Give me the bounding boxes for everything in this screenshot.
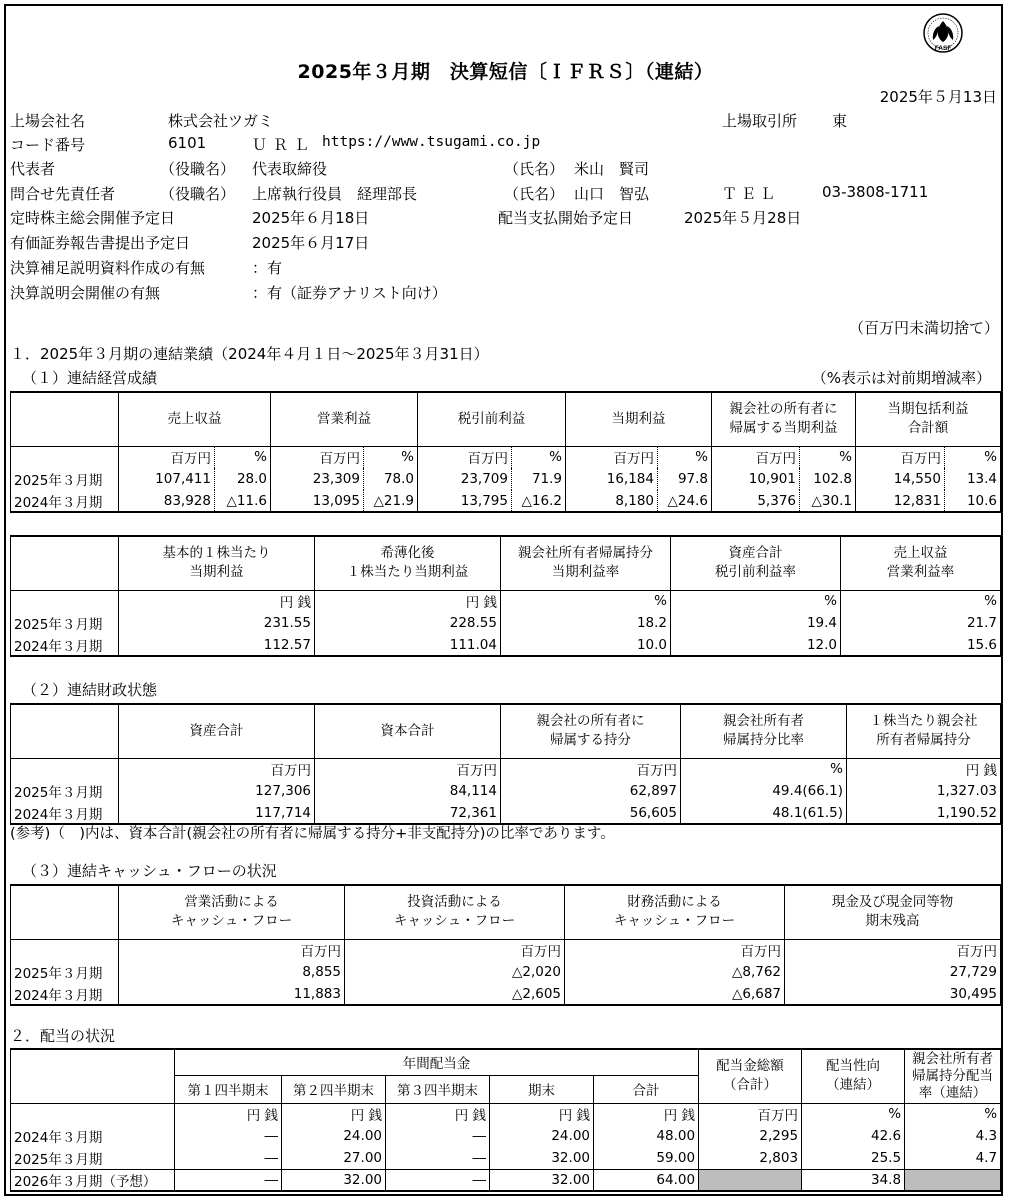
cell: 49.4(66.1)	[681, 780, 847, 802]
listed-company-label: 上場会社名	[10, 112, 86, 130]
unit: %	[512, 446, 566, 468]
header-payout-ratio: 配当性向 （連結）	[802, 1049, 905, 1103]
header-q1: 第１四半期末	[175, 1075, 282, 1103]
unit: 百万円	[699, 1103, 802, 1125]
cell: 1,190.52	[847, 802, 1001, 824]
cell: 97.8	[658, 468, 712, 490]
url-label: ＵＲＬ	[252, 136, 316, 154]
unit: %	[215, 446, 271, 468]
header-roa: 資産合計 税引前利益率	[671, 536, 841, 590]
unit-note: （百万円未満切捨て）	[848, 319, 999, 337]
cell: 12,831	[856, 490, 945, 512]
header-operating-profit: 営業利益	[271, 392, 418, 446]
row-label: 2025年３月期	[11, 468, 119, 490]
cell: 48.00	[594, 1125, 699, 1147]
cell: 32.00	[282, 1169, 386, 1191]
row-label: 2026年３月期（予想）	[11, 1169, 175, 1191]
rep-name-label: （氏名）	[504, 160, 565, 178]
unit: 百万円	[501, 758, 681, 780]
unit: 百万円	[271, 446, 364, 468]
cell: 27.00	[282, 1147, 386, 1169]
svg-text:FASF: FASF	[934, 45, 952, 52]
briefing-label: 決算説明会開催の有無	[10, 284, 161, 302]
contact-name-label: （氏名）	[504, 185, 565, 203]
report-label: 有価証券報告書提出予定日	[10, 234, 191, 252]
unit: 円 銭	[175, 1103, 282, 1125]
unit: %	[364, 446, 418, 468]
row-label: 2024年３月期	[11, 634, 119, 656]
cell: 102.8	[800, 468, 856, 490]
unit: 百万円	[566, 446, 658, 468]
table-row	[11, 1147, 1001, 1169]
table-row	[11, 802, 1001, 824]
sub1-note: （%表示は対前期増減率）	[811, 369, 991, 387]
cell: 32.00	[490, 1169, 594, 1191]
cell: △24.6	[658, 490, 712, 512]
unit: 円 銭	[847, 758, 1001, 780]
cell: 8,855	[119, 961, 345, 983]
code: 6101	[168, 134, 207, 152]
header-basic-eps: 基本的１株当たり 当期利益	[119, 536, 315, 590]
header-doe: 親会社所有者 帰属持分配当 率（連結）	[905, 1049, 1001, 1103]
cell: ―	[386, 1125, 490, 1147]
rep-label: 代表者	[10, 160, 56, 178]
cell: 21.7	[841, 612, 1001, 634]
cell: 83,928	[119, 490, 215, 512]
header-comprehensive-income: 当期包括利益 合計額	[856, 392, 1001, 446]
cell: △2,605	[345, 983, 565, 1005]
header-cash-balance: 現金及び現金同等物 期末残高	[785, 885, 1001, 939]
cell: 111.04	[315, 634, 501, 656]
cell: △11.6	[215, 490, 271, 512]
contact-name: 山口 智弘	[574, 185, 650, 203]
cashflow-table	[10, 884, 1001, 1006]
header-year-end: 期末	[490, 1075, 594, 1103]
listed-company: 株式会社ツガミ	[168, 112, 274, 130]
cell: 23,309	[312, 471, 360, 487]
table-row	[11, 961, 1001, 983]
cell: 13.4	[945, 468, 1001, 490]
cell: 48.1(61.5)	[681, 802, 847, 824]
cell: ―	[386, 1147, 490, 1169]
cell: 107,411	[155, 471, 211, 487]
cell: 42.6	[802, 1125, 905, 1147]
unit: 円 銭	[490, 1103, 594, 1125]
cell: 30,495	[785, 983, 1001, 1005]
cell: 25.5	[802, 1147, 905, 1169]
header-owners-profit: 親会社の所有者に 帰属する当期利益	[712, 392, 856, 446]
row-label: 2024年３月期	[11, 1125, 175, 1147]
cell: ―	[386, 1169, 490, 1191]
section2-title: ２．配当の状況	[10, 1027, 116, 1045]
header-equity-ratio: 親会社所有者 帰属持分比率	[681, 704, 847, 758]
unit: 百万円	[856, 446, 945, 468]
unit: 百万円	[418, 446, 512, 468]
cell: 32.00	[490, 1147, 594, 1169]
cell: 19.4	[671, 612, 841, 634]
cell: △8,762	[565, 961, 785, 983]
cell: 12.0	[671, 634, 841, 656]
cell: 231.55	[119, 612, 315, 634]
cell: 56,605	[501, 802, 681, 824]
cell: 228.55	[315, 612, 501, 634]
cell: 78.0	[364, 468, 418, 490]
table-row	[11, 490, 1001, 512]
cell: 2,295	[699, 1125, 802, 1147]
cell: 127,306	[119, 780, 315, 802]
unit: 百万円	[119, 758, 315, 780]
cell: ―	[175, 1147, 282, 1169]
fasf-logo-icon	[921, 12, 965, 58]
row-label: 2025年３月期	[11, 1147, 175, 1169]
code-label: コード番号	[10, 136, 86, 154]
cell: 28.0	[215, 468, 271, 490]
row-label: 2024年３月期	[11, 490, 119, 512]
per-share-table	[10, 535, 1001, 657]
unit: 円 銭	[119, 590, 315, 612]
cell-shaded	[905, 1169, 1001, 1191]
row-label: 2024年３月期	[11, 983, 119, 1005]
cell: 27,729	[785, 961, 1001, 983]
header-roe: 親会社所有者帰属持分 当期利益率	[501, 536, 671, 590]
cell: 24.00	[282, 1125, 386, 1147]
cell: 71.9	[512, 468, 566, 490]
header-diluted-eps: 希薄化後 １株当たり当期利益	[315, 536, 501, 590]
unit: %	[671, 590, 841, 612]
header-q2: 第２四半期末	[282, 1075, 386, 1103]
financial-note: (参考)（ )内は、資本合計(親会社の所有者に帰属する持分+非支配持分)の比率であります。	[10, 826, 615, 842]
unit: 円 銭	[282, 1103, 386, 1125]
cell: △16.2	[512, 490, 566, 512]
header-financing-cf: 財務活動による キャッシュ・フロー	[565, 885, 785, 939]
publish-date: 2025年５月13日	[879, 88, 997, 106]
contact-title-label: （役職名）	[160, 185, 236, 203]
tel: 03-3808-1711	[822, 183, 929, 201]
table-row	[11, 983, 1001, 1005]
rep-title-label: （役職名）	[160, 160, 236, 178]
cell: 59.00	[594, 1147, 699, 1169]
table-row	[11, 1125, 1001, 1147]
operating-results-table	[10, 391, 1001, 513]
rep-name: 米山 賢司	[574, 160, 650, 178]
table-row	[11, 780, 1001, 802]
supp-value: ：有	[252, 259, 283, 277]
unit: 百万円	[119, 446, 215, 468]
cell: ―	[175, 1169, 282, 1191]
cell: 72,361	[315, 802, 501, 824]
cell: 18.2	[501, 612, 671, 634]
contact-label: 問合せ先責任者	[10, 185, 116, 203]
exchange: 東	[832, 112, 848, 130]
header-q3: 第３四半期末	[386, 1075, 490, 1103]
cell: ―	[175, 1125, 282, 1147]
cell: 5,376	[712, 490, 800, 512]
cell: 34.8	[802, 1169, 905, 1191]
cell: 64.00	[594, 1169, 699, 1191]
cell: 24.00	[490, 1125, 594, 1147]
cell: 13,095	[271, 490, 364, 512]
cell: 4.7	[905, 1147, 1001, 1169]
url[interactable]: https://www.tsugami.co.jp	[322, 134, 541, 150]
dividend-start: 2025年５月28日	[684, 209, 802, 227]
cell: 1,327.03	[847, 780, 1001, 802]
row-label: 2025年３月期	[11, 961, 119, 983]
unit: %	[800, 446, 856, 468]
header-revenue: 売上収益	[119, 392, 271, 446]
row-label: 2025年３月期	[11, 780, 119, 802]
cell: 15.6	[841, 634, 1001, 656]
header-pretax-profit: 税引前利益	[418, 392, 566, 446]
header-operating-cf: 営業活動による キャッシュ・フロー	[119, 885, 345, 939]
unit: 円 銭	[594, 1103, 699, 1125]
header-bps: １株当たり親会社 所有者帰属持分	[847, 704, 1001, 758]
cell: △30.1	[800, 490, 856, 512]
cell: 112.57	[119, 634, 315, 656]
header-margin: 売上収益 営業利益率	[841, 536, 1001, 590]
cell: 13,795	[418, 490, 512, 512]
cell-shaded	[699, 1169, 802, 1191]
unit: %	[658, 446, 712, 468]
cell: 14,550	[893, 471, 941, 487]
cell: 10,901	[748, 471, 796, 487]
table-row	[11, 1169, 1001, 1191]
table-row	[11, 612, 1001, 634]
unit: 百万円	[712, 446, 800, 468]
cell: 11,883	[119, 983, 345, 1005]
row-label: 2025年３月期	[11, 612, 119, 634]
report-date: 2025年６月17日	[252, 234, 370, 252]
unit: %	[945, 446, 1001, 468]
dividends-table	[10, 1048, 1001, 1192]
header-net-profit: 当期利益	[566, 392, 712, 446]
rep-title: 代表取締役	[252, 160, 328, 178]
header-blank	[11, 392, 119, 446]
table-row	[11, 468, 1001, 490]
cell: 2,803	[699, 1147, 802, 1169]
table-row	[11, 634, 1001, 656]
unit: %	[841, 590, 1001, 612]
unit: %	[681, 758, 847, 780]
contact-title: 上席執行役員 経理部長	[252, 185, 418, 203]
section1-title: １．2025年３月期の連結業績（2024年４月１日～2025年３月31日）	[10, 345, 489, 363]
header-investing-cf: 投資活動による キャッシュ・フロー	[345, 885, 565, 939]
unit: %	[802, 1103, 905, 1125]
unit: %	[905, 1103, 1001, 1125]
sub2-title: （２）連結財政状態	[22, 681, 158, 699]
tel-label: ＴＥＬ	[722, 185, 780, 203]
sub3-title: （３）連結キャッシュ・フローの状況	[22, 862, 277, 880]
sub1-title: （１）連結経営成績	[22, 369, 158, 387]
row-label: 2024年３月期	[11, 802, 119, 824]
unit: %	[501, 590, 671, 612]
header-total: 合計	[594, 1075, 699, 1103]
unit: 円 銭	[315, 590, 501, 612]
cell: △6,687	[565, 983, 785, 1005]
header-owners-equity: 親会社の所有者に 帰属する持分	[501, 704, 681, 758]
header-total-assets: 資産合計	[119, 704, 315, 758]
cell: 8,180	[566, 490, 658, 512]
unit: 百万円	[565, 939, 785, 961]
cell: 4.3	[905, 1125, 1001, 1147]
briefing-value: ：有（証券アナリスト向け）	[252, 284, 447, 302]
supp-label: 決算補足説明資料作成の有無	[10, 259, 206, 277]
document-title: 2025年３月期 決算短信〔ＩＦＲＳ〕（連結）	[297, 61, 714, 83]
agm-date: 2025年６月18日	[252, 209, 370, 227]
cell: 62,897	[501, 780, 681, 802]
unit: 百万円	[345, 939, 565, 961]
cell: 117,714	[119, 802, 315, 824]
unit: 円 銭	[386, 1103, 490, 1125]
unit: 百万円	[315, 758, 501, 780]
cell: 10.6	[945, 490, 1001, 512]
exchange-label: 上場取引所	[722, 112, 798, 130]
financial-position-table	[10, 703, 1001, 825]
cell: 84,114	[315, 780, 501, 802]
header-total-equity: 資本合計	[315, 704, 501, 758]
cell: 16,184	[606, 471, 654, 487]
cell: 23,709	[460, 471, 508, 487]
agm-label: 定時株主総会開催予定日	[10, 209, 176, 227]
unit: 百万円	[785, 939, 1001, 961]
header-dividend-total: 配当金総額 （合計）	[699, 1049, 802, 1103]
cell: △2,020	[345, 961, 565, 983]
dividend-start-label: 配当支払開始予定日	[498, 209, 634, 227]
unit: 百万円	[119, 939, 345, 961]
cell: 10.0	[501, 634, 671, 656]
header-annual-dividend: 年間配当金	[175, 1049, 699, 1075]
cell: △21.9	[364, 490, 418, 512]
